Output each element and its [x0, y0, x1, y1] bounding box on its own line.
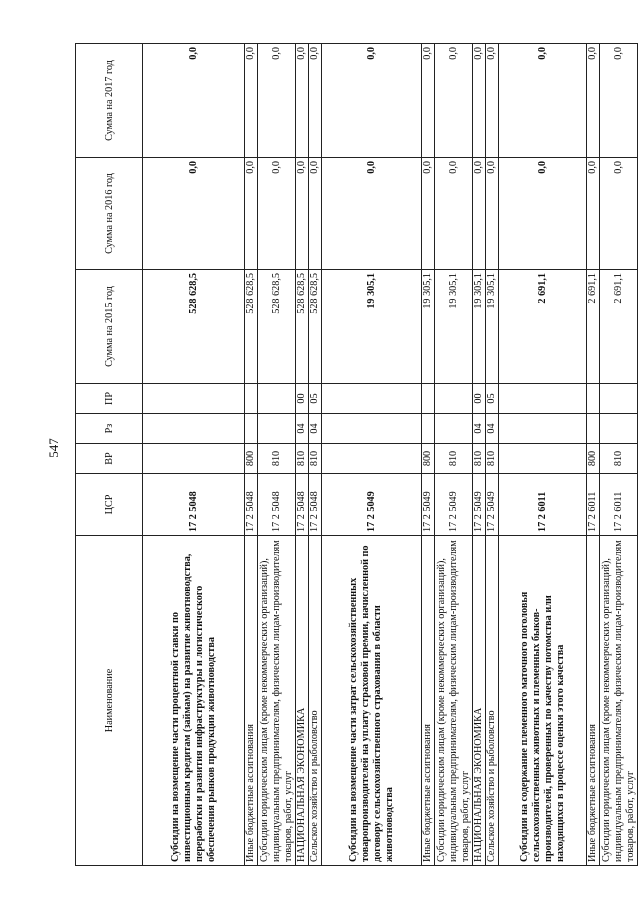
cell-vr: [143, 444, 245, 474]
cell-csr: 17 2 5049: [473, 474, 486, 536]
cell-name: Сельское хозяйство и рыболовство: [486, 536, 499, 866]
cell-rz: [322, 414, 422, 444]
cell-2017: 0,0: [309, 44, 322, 158]
cell-pr: [322, 384, 422, 414]
cell-2017: 0,0: [587, 44, 600, 158]
cell-rz: 04: [296, 414, 309, 444]
cell-2015: 2 691,1: [600, 270, 638, 384]
rotated-page: [75, 44, 636, 866]
cell-name: Сельское хозяйство и рыболовство: [309, 536, 322, 866]
cell-2016: 0,0: [486, 158, 499, 270]
cell-name: Субсидии на возмещение части процентной ставки по инвестиционным кредитам (займам) на развитие животноводства, переработки и развития инфраструктуры и логистического обеспечения рынков продукции животноводства: [143, 536, 245, 866]
cell-vr: 800: [245, 444, 258, 474]
cell-2017: 0,0: [296, 44, 309, 158]
cell-pr: [499, 384, 587, 414]
cell-2016: 0,0: [499, 158, 587, 270]
header-csr: ЦСР: [76, 474, 143, 536]
cell-name: НАЦИОНАЛЬНАЯ ЭКОНОМИКА: [296, 536, 309, 866]
cell-rz: [143, 414, 245, 444]
cell-rz: [499, 414, 587, 444]
cell-pr: [435, 384, 473, 414]
cell-csr: 17 2 5049: [435, 474, 473, 536]
cell-2016: 0,0: [309, 158, 322, 270]
cell-vr: [499, 444, 587, 474]
cell-csr: 17 2 5048: [245, 474, 258, 536]
cell-pr: 05: [486, 384, 499, 414]
table-row: [258, 44, 296, 866]
page-number: 547: [46, 438, 61, 458]
cell-rz: [258, 414, 296, 444]
cell-2016: 0,0: [600, 158, 638, 270]
cell-2017: 0,0: [600, 44, 638, 158]
header-name: Наименование: [76, 536, 143, 866]
cell-rz: 04: [473, 414, 486, 444]
cell-csr: 17 2 6011: [499, 474, 587, 536]
cell-2017: 0,0: [258, 44, 296, 158]
cell-2016: 0,0: [587, 158, 600, 270]
cell-rz: [245, 414, 258, 444]
cell-csr: 17 2 6011: [600, 474, 638, 536]
cell-pr: [587, 384, 600, 414]
cell-csr: 17 2 5049: [322, 474, 422, 536]
cell-2017: 0,0: [499, 44, 587, 158]
cell-name: Субсидии юридическим лицам (кроме некоммерческих организаций), индивидуальным предпринимателям, физическим лицам-производителям товаров, работ, услуг: [258, 536, 296, 866]
table-row: [309, 44, 322, 866]
cell-2016: 0,0: [422, 158, 435, 270]
cell-2017: 0,0: [435, 44, 473, 158]
cell-vr: 810: [435, 444, 473, 474]
cell-name: НАЦИОНАЛЬНАЯ ЭКОНОМИКА: [473, 536, 486, 866]
table-row: [322, 44, 422, 866]
cell-2015: 2 691,1: [499, 270, 587, 384]
header-row: [76, 44, 143, 866]
budget-table: [75, 43, 638, 866]
cell-name: Иные бюджетные ассигнования: [422, 536, 435, 866]
cell-pr: 05: [309, 384, 322, 414]
header-vr: ВР: [76, 444, 143, 474]
cell-2016: 0,0: [473, 158, 486, 270]
cell-2016: 0,0: [296, 158, 309, 270]
cell-name: Субсидии юридическим лицам (кроме некоммерческих организаций), индивидуальным предпринимателям, физическим лицам-производителям товаров, работ, услуг: [435, 536, 473, 866]
cell-2017: 0,0: [486, 44, 499, 158]
cell-csr: 17 2 6011: [587, 474, 600, 536]
header-pr: ПР: [76, 384, 143, 414]
cell-2015: 528 628,5: [296, 270, 309, 384]
cell-vr: 810: [486, 444, 499, 474]
cell-2015: 528 628,5: [245, 270, 258, 384]
cell-name: Субсидии юридическим лицам (кроме некоммерческих организаций), индивидуальным предпринимателям, физическим лицам-производителям товаров, работ, услуг: [600, 536, 638, 866]
cell-pr: [600, 384, 638, 414]
cell-vr: 810: [296, 444, 309, 474]
cell-2017: 0,0: [473, 44, 486, 158]
cell-name: Иные бюджетные ассигнования: [245, 536, 258, 866]
cell-csr: 17 2 5048: [143, 474, 245, 536]
cell-2017: 0,0: [245, 44, 258, 158]
table-row: [245, 44, 258, 866]
cell-2017: 0,0: [143, 44, 245, 158]
cell-pr: [143, 384, 245, 414]
cell-2016: 0,0: [322, 158, 422, 270]
table-row: [486, 44, 499, 866]
header-rz: Рз: [76, 414, 143, 444]
cell-csr: 17 2 5048: [258, 474, 296, 536]
cell-2017: 0,0: [322, 44, 422, 158]
table-row: [473, 44, 486, 866]
cell-vr: [322, 444, 422, 474]
cell-2016: 0,0: [435, 158, 473, 270]
cell-2015: 19 305,1: [486, 270, 499, 384]
cell-rz: [435, 414, 473, 444]
cell-2015: 528 628,5: [143, 270, 245, 384]
table-row: [587, 44, 600, 866]
cell-vr: 800: [587, 444, 600, 474]
cell-rz: [422, 414, 435, 444]
cell-2016: 0,0: [258, 158, 296, 270]
cell-rz: [600, 414, 638, 444]
cell-rz: [587, 414, 600, 444]
table-row: [422, 44, 435, 866]
cell-pr: 00: [296, 384, 309, 414]
header-2017: Сумма на 2017 год: [76, 44, 143, 158]
table-row: [296, 44, 309, 866]
cell-name: Субсидии на содержание племенного маточного поголовья сельскохозяйственных животных и племенных быков-производителей, проверенных по качеству потомства или находящихся в процессе оценки этого качества: [499, 536, 587, 866]
cell-rz: 04: [486, 414, 499, 444]
table-row: [435, 44, 473, 866]
cell-2015: 2 691,1: [587, 270, 600, 384]
cell-csr: 17 2 5048: [296, 474, 309, 536]
cell-2016: 0,0: [245, 158, 258, 270]
cell-2016: 0,0: [143, 158, 245, 270]
cell-vr: 800: [422, 444, 435, 474]
cell-name: Субсидии на возмещение части затрат сельскохозяйственных товаропроизводителей на уплату страховой премии, начисленной по договору сельскохозяйственного страхования в области животноводства: [322, 536, 422, 866]
cell-vr: 810: [258, 444, 296, 474]
cell-2015: 19 305,1: [473, 270, 486, 384]
cell-csr: 17 2 5049: [486, 474, 499, 536]
cell-vr: 810: [473, 444, 486, 474]
cell-2015: 19 305,1: [422, 270, 435, 384]
table-row: [600, 44, 638, 866]
cell-2015: 528 628,5: [309, 270, 322, 384]
table-body: [143, 44, 638, 866]
cell-2015: 19 305,1: [435, 270, 473, 384]
cell-rz: 04: [309, 414, 322, 444]
cell-pr: [258, 384, 296, 414]
header-2016: Сумма на 2016 год: [76, 158, 143, 270]
header-2015: Сумма на 2015 год: [76, 270, 143, 384]
cell-pr: [245, 384, 258, 414]
cell-csr: 17 2 5049: [422, 474, 435, 536]
cell-2015: 19 305,1: [322, 270, 422, 384]
cell-2015: 528 628,5: [258, 270, 296, 384]
cell-vr: 810: [309, 444, 322, 474]
cell-vr: 810: [600, 444, 638, 474]
cell-pr: [422, 384, 435, 414]
table-row: [499, 44, 587, 866]
table-row: [143, 44, 245, 866]
cell-pr: 00: [473, 384, 486, 414]
cell-2017: 0,0: [422, 44, 435, 158]
cell-csr: 17 2 5048: [309, 474, 322, 536]
cell-name: Иные бюджетные ассигнования: [587, 536, 600, 866]
